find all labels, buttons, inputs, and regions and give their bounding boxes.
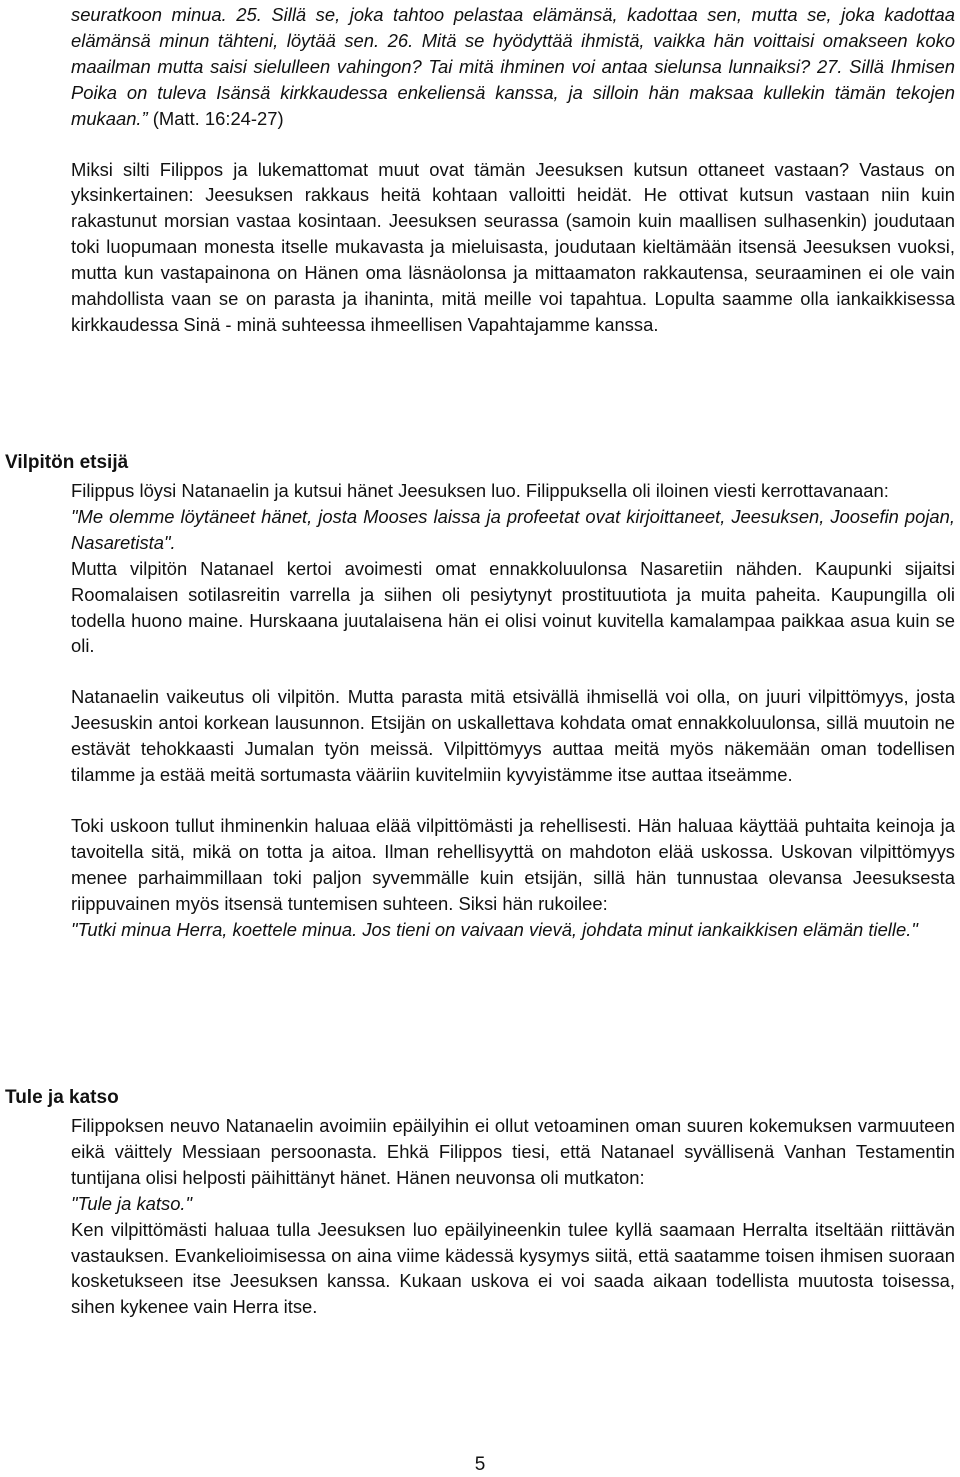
section1-quote: "Me olemme löytäneet hänet, josta Mooses laissa ja profeetat ovat kirjoittaneet, Jeesuksen, Joosefin pojan, Nasaretista". (71, 505, 955, 553)
section1-block (71, 478, 955, 943)
bible-quote-text: seuratkoon minua. 25. Sillä se, joka tahtoo pelastaa elämänsä, kadottaa sen, mutta se, joka kadottaa elämänsä minun tähteni, löytää sen. 26. Mitä se hyödyttää ihmistä, vaikka hän voittaisi omakseen koko maailman mutta saisi sielulleen vahingon? Tai mitä ihminen voi antaa sielunsa lunnaiksi? 27. Sillä Ihmisen Poika on tuleva Isänsä kirkkaudessa enkeliensä kanssa, ja silloin hän maksaa kullekin tämän tekojen mukaan.” (71, 4, 955, 129)
section1-paragraph-2: Natanaelin vaikeutus oli vilpitön. Mutta parasta mitä etsivällä ihmisellä voi olla, on juuri vilpittömyys, josta Jeesuskin antoi korkean lausunnon. Etsijän on uskallettava kohdata omat ennakkoluulonsa, sillä muutoin ne estävät tehokkaasti Jumalan työn meissä. Vilpittömyys auttaa meitä myös näkemään oman todellisen tilamme ja estää meitä sortumasta vääriin kuvitelmiin kyvyistämme itse auttaa itseämme. (71, 686, 955, 786)
page-number: 5 (474, 1454, 486, 1475)
bible-quote-paragraph (71, 2, 955, 132)
continuation-paragraph: Miksi silti Filippos ja lukemattomat muut ovat tämän Jeesuksen kutsun ottaneet vastaan? Vastaus on yksinkertainen: Jeesuksen rakkaus heitä kohtaan valloitti heidät. He ottivat kutsun vastaan niin kuin rakastunut morsian vastaa kosintaan. Jeesuksen seurassa (samoin kuin maallisen sulhasenkin) joudutaan toki luopumaan monesta itselle mukavasta ja mieluisasta, joudutaan kieltämään itsensä Jeesuksen vuoksi, mutta kun vastapainona on Hänen oma läsnäolonsa ja mittaamaton rakkautensa, seuraaminen ei ole vain mahdollista vaan se on parasta ja ihaninta, mitä meille voi tapahtua. Lopulta saamme olla iankaikkisessa kirkkaudessa Sinä - minä suhteessa ihmeellisen Vapahtajamme kanssa. (71, 158, 955, 335)
continuation-block (71, 2, 955, 338)
section2-quote: "Tule ja katso." (71, 1192, 193, 1214)
section-heading-vilpiton-etsija: Vilpitön etsijä (5, 452, 129, 473)
section2-paragraph-1: Filippoksen neuvo Natanaelin avoimiin epäilyihin ei ollut vetoaminen oman suuren kokemuksen varmuuteen eikä väittely Messiaan persoonasta. Ehkä Filippos tiesi, että Natanael syvällisenä Vanhan Testamentin tuntijana olisi helposti päihittänyt hänet. Hänen neuvonsa oli mutkaton: (71, 1115, 955, 1188)
section1-paragraph-1: Mutta vilpitön Natanael kertoi avoimesti omat ennakkoluulonsa Nasaretiin nähden. Kaupunki sijaitsi Roomalaisen sotilasreitin varrella ja siihen oli pesiytynyt prostituutiota ja muita paheita. Kaupungilla oli todella huono maine. Hurskaana juutalaisena hän ei olisi voinut kuvitella kamalampaa paikkaa asua kuin se oli. (71, 557, 955, 657)
bible-quote-reference: (Matt. 16:24-27) (147, 107, 284, 129)
section2-block (71, 1113, 955, 1320)
section1-quote-2: "Tutki minua Herra, koettele minua. Jos tieni on vaivaan vievä, johdata minut iankaikkisen elämän tielle." (71, 918, 918, 940)
section2-paragraph-2: Ken vilpittömästi haluaa tulla Jeesuksen luo epäilyineenkin tulee kyllä saamaan Herralta itseltään riittävän vastauksen. Evankelioimisessa on aina viime kädessä kysymys siitä, että saatamme toisen ihmisen suoraan kosketukseen itse Jeesuksen kanssa. Kukaan uskova ei voi saada aikaan todellista muutosta toisessa, sihen kykenee vain Herra itse. (71, 1218, 955, 1318)
section-heading-tule-ja-katso: Tule ja katso (5, 1087, 119, 1108)
section1-intro: Filippus löysi Natanaelin ja kutsui hänet Jeesuksen luo. Filippuksella oli iloinen viesti kerrottavanaan: (71, 480, 889, 501)
section1-paragraph-3: Toki uskoon tullut ihminenkin haluaa elää vilpittömästi ja rehellisesti. Hän haluaa käyttää puhtaita keinoja ja tavoitella sitä, mikä on totta ja aitoa. Ilman rehellisyyttä on mahdoton elää uskossa. Uskovan vilpittömyys menee parhaimmillaan toki paljon syvemmälle kuin etsijän, sillä hän tunnustaa olevansa Jeesuksesta riippuvainen myös itsensä tuntemisen suhteen. Siksi hän rukoilee: (71, 814, 955, 914)
